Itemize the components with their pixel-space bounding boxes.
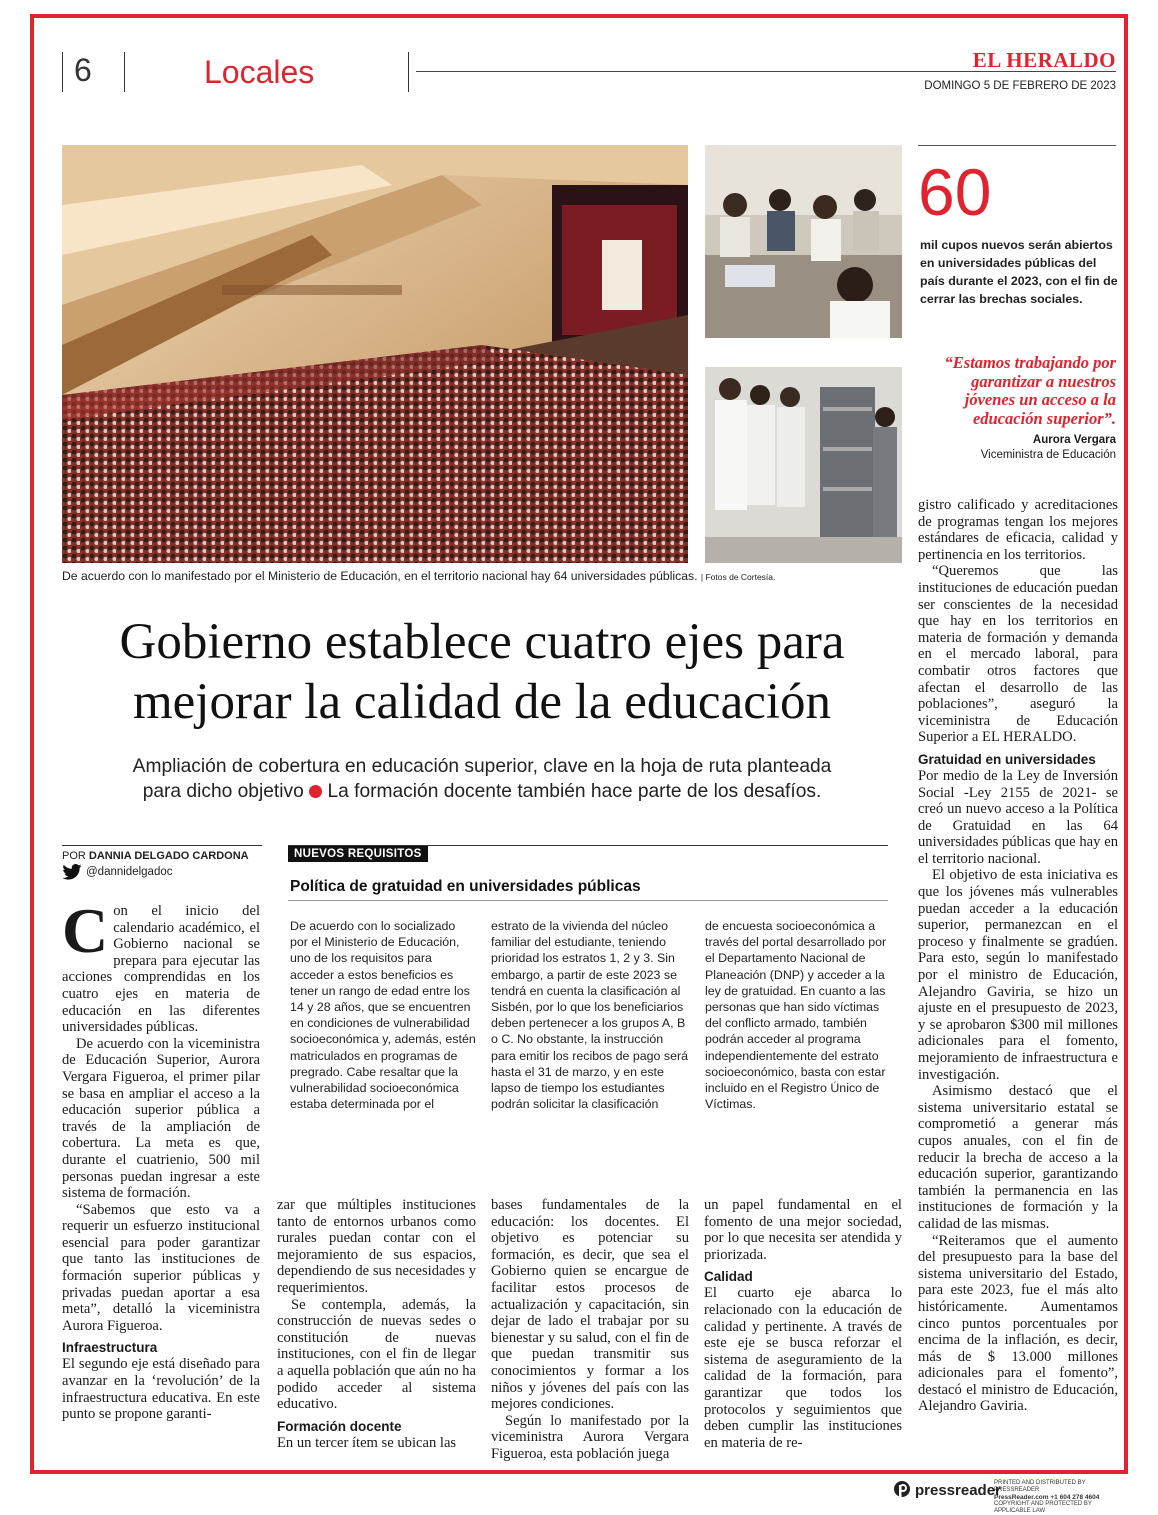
headline-line-1: Gobierno establece cuatro ejes para bbox=[119, 614, 845, 670]
box-paragraph: de encuesta socioeconómica a través del portal desarrollado por el Departamento Nacional de Planeación (DNP) y acceder a la ley de gratuidad. En cuanto a las personas que han sido víctimas del conflicto armado, también podrán acceder al programa independientemente del estrato socioeconómico, basta con estar incluido en el Registro Único de Víctimas. bbox=[705, 919, 887, 1112]
box-title-rule bbox=[288, 900, 888, 901]
paragraph: on el inicio del calendario académico, el Gobierno nacional se prepara para ejecutar las acciones comprendidas en los cuatro ejes en materia de educación en las diferentes universidades públicas. bbox=[62, 903, 260, 1036]
paragraph: zar que múltiples instituciones tanto de entornos urbanos como rurales puedan contar con el mejoramiento de sus espacios, dependiendo de sus necesidades y requerimientos. bbox=[277, 1197, 476, 1296]
subheading: Calidad bbox=[704, 1269, 753, 1285]
deck-line-2a: para dicho objetivo bbox=[142, 781, 304, 802]
deck bbox=[62, 754, 902, 804]
pressreader-wordmark: pressreader bbox=[915, 1481, 1001, 1499]
box-paragraph: De acuerdo con lo socializado por el Ministerio de Educación, uno de los requisitos para acceder a estos beneficios es tener un rango de edad entre los 14 y 28 años, que se encuentren en condiciones de vulnerabilidad socioeconómica y, además, estén matriculados en programas de pregrado. Cabe resaltar que la vulnerabilidad socioeconómica estaba determinada por el bbox=[290, 919, 476, 1112]
bullet-dot-icon bbox=[309, 785, 322, 798]
subheading: Formación docente bbox=[277, 1418, 402, 1434]
paragraph: gistro calificado y acreditaciones de programas tengan los mejores estándares de eficacia, calidad y pertinencia en los territorios. bbox=[918, 497, 1118, 563]
paragraph: De acuerdo con la viceministra de Educación Superior, Aurora Vergara Figueroa, el primer pilar se basa en ampliar el acceso a la educación superior pública a través de la ampliación de cobertura. La meta es que, durante el cuatrienio, 500 mil personas puedan ingresar a este sistema de formación. bbox=[62, 1035, 260, 1202]
paragraph: En un tercer ítem se ubican las bbox=[277, 1434, 457, 1451]
drop-cap: C bbox=[62, 895, 109, 966]
paragraph: El cuarto eje abarca lo relacionado con la educación de calidad y pertinente. A través de este eje se busca reforzar el sistema de aseguramiento de la calidad de la formación, para garantizar que todos los protocolos y seguimientos que deben cumplir las instituciones en materia de re- bbox=[704, 1285, 902, 1451]
subheading: Infraestructura bbox=[62, 1340, 158, 1356]
laboratory-photo bbox=[705, 367, 902, 563]
footer-line: COPYRIGHT AND PROTECTED BY APPLICABLE LAW bbox=[994, 1501, 1092, 1514]
box-column-3 bbox=[705, 918, 893, 1112]
quote-role: Viceministra de Educación bbox=[980, 449, 1116, 461]
paragraph: El segundo eje está diseñado para avanzar en la ‘revolución’ de la infraestructura educativa. En este punto se propone garanti- bbox=[62, 1356, 260, 1423]
page-number: 6 bbox=[74, 52, 92, 88]
byline-rule bbox=[62, 845, 262, 846]
stat-number: 60 bbox=[918, 155, 992, 229]
photo-credit: | Fotos de Cortesía. bbox=[700, 572, 776, 582]
brand-logo: EL HERALDO bbox=[972, 48, 1116, 72]
article-column-1 bbox=[62, 895, 260, 1501]
box-title: Política de gratuidad en universidades públicas bbox=[290, 878, 641, 895]
deck-line-1: Ampliación de cobertura en educación superior, clave en la hoja de ruta planteada bbox=[132, 756, 832, 777]
paragraph: “Queremos que las instituciones de educación puedan ser conscientes de la necesidad que hay en los territorios en materia de formación y demanda en el mercado laboral, para combatir otros factores que afectan el desarrollo de las poblaciones”, aseguró la viceministra de Educación Superior a EL HERALDO. bbox=[918, 563, 1118, 746]
twitter-handle[interactable] bbox=[62, 864, 173, 880]
byline-author: DANNIA DELGADO CARDONA bbox=[88, 850, 249, 862]
subheading: Gratuidad en universidades bbox=[918, 751, 1096, 767]
paragraph: Según lo manifestado por la viceministra Aurora Vergara Figueroa, esta población juega bbox=[491, 1412, 689, 1462]
paragraph: El objetivo de esta iniciativa es que los jóvenes más vulnerables puedan acceder a la educación superior, permanezcan en el proceso y finalmente se gradúen. Para esto, según lo manifestado por el ministro de Educación, Alejandro Gaviria, se hizo un ajuste en el presupuesto de 2023, y se aprobaron $300 mil millones adicionales para el fomento, mejoramiento de infraestructura e investigación. bbox=[918, 867, 1118, 1083]
paragraph: Por medio de la Ley de Inversión Social -Ley 2155 de 2021- se creó un nuevo acceso a la Política de Gratuidad en las 64 universidades públicas que hay en el territorio nacional. bbox=[918, 767, 1118, 867]
footer-legal bbox=[994, 1480, 1122, 1515]
pull-quote: “Estamos trabajando por garantizar a nuestros jóvenes un acceso a la educación superior”. bbox=[944, 353, 1116, 428]
deck-line-2b: La formación docente también hace parte de los desafíos. bbox=[327, 781, 822, 802]
article-column-4 bbox=[704, 1197, 902, 1467]
paragraph: bases fundamentales de la educación: los docentes. El objetivo es potenciar su formación, es decir, que sea el Gobierno quien se encargue de facilitar estos procesos de actualización y capacitación, sin dejar de lado el trabajar por su bienestar y su salud, con el fin de que puedan transmitir sus conocimientos y formar a los niños y jóvenes del país con las mejores condiciones. bbox=[491, 1197, 689, 1413]
box-paragraph: estrato de la vivienda del núcleo familiar del estudiante, teniendo prioridad los estratos 1, 2 y 3. Sin embargo, a partir de este 2023 se tendrá en cuenta la clasificación al Sisbén, por lo que los beneficiarios deben pertenecer a los grupos A, B o C. No obstante, la instrucción para emitir los recibos de pago será hasta el 31 de marzo, y en este lapso de tiempo los estudiantes podrán solicitar la clasificación bbox=[491, 919, 688, 1112]
header-divider bbox=[62, 52, 63, 92]
sidebar-rule bbox=[918, 145, 1116, 146]
box-tag: NUEVOS REQUISITOS bbox=[288, 846, 428, 862]
headline-line-2: mejorar la calidad de la educación bbox=[132, 674, 832, 730]
byline-prefix: POR bbox=[62, 850, 86, 862]
paragraph: un papel fundamental en el fomento de una mejor sociedad, por lo que necesita ser atendida y priorizada. bbox=[704, 1197, 902, 1263]
pressreader-icon bbox=[893, 1480, 911, 1500]
box-column-2 bbox=[491, 918, 688, 1112]
classroom-photo bbox=[705, 145, 902, 338]
twitter-bird-icon bbox=[62, 864, 82, 880]
article-column-3 bbox=[491, 1197, 689, 1467]
paragraph: Asimismo destacó que el sistema universitario estatal se comprometió a generar más cupos anuales, con el fin de reducir la brecha de acceso a la educación superior, garantizando también la permanencia en las instituciones de formación y la calidad de las mismas. bbox=[918, 1083, 1118, 1232]
pressreader-logo[interactable] bbox=[893, 1480, 1001, 1500]
paragraph: “Sabemos que esto va a requerir un esfuerzo institucional esencial para poder garantizar que tanto las instituciones de formación superior públicas y privadas puedan aportar a esa meta”, detalló la viceministra Aurora Figueroa. bbox=[62, 1201, 260, 1334]
twitter-handle-text: @dannidelgadoc bbox=[86, 866, 173, 878]
header-divider bbox=[124, 52, 125, 92]
stat-text: mil cupos nuevos serán abiertos en universidades públicas del país durante el 2023, con el fin de cerrar las brechas sociales. bbox=[920, 238, 1118, 306]
caption-text: De acuerdo con lo manifestado por el Ministerio de Educación, en el territorio nacional hay 64 universidades públicas. bbox=[62, 569, 698, 583]
paragraph: Se contempla, además, la construcción de nuevas sedes o constitución de nuevas instituciones, con el fin de llegar a aquella población que aún no ha podido acceder al sistema educativo. bbox=[277, 1296, 476, 1413]
section-title: Locales bbox=[204, 54, 315, 90]
footer-line: PRINTED AND DISTRIBUTED BY PRESSREADER bbox=[994, 1480, 1086, 1493]
auditorium-photo bbox=[62, 145, 688, 563]
headline bbox=[62, 612, 902, 732]
box-column-1 bbox=[290, 918, 476, 1112]
byline bbox=[62, 850, 249, 862]
article-column-5 bbox=[918, 497, 1118, 1467]
article-column-2 bbox=[277, 1197, 476, 1467]
photo-caption bbox=[62, 569, 775, 583]
header-divider bbox=[408, 52, 409, 92]
issue-date: DOMINGO 5 DE FEBRERO DE 2023 bbox=[924, 80, 1116, 92]
paragraph: “Reiteramos que el aumento del presupuesto para la base del sistema universitario del Estado, para este 2023, fue el más alto históricamente. Aumentamos cinco puntos porcentuales por encima de la inflación, es decir, más de $ 13.000 millones adicionales para el fomento”, destacó el ministro de Educación, Alejandro Gaviria. bbox=[918, 1232, 1118, 1415]
footer-line: PressReader.com +1 604 278 4604 bbox=[994, 1494, 1100, 1501]
quote-author: Aurora Vergara bbox=[1032, 434, 1116, 446]
